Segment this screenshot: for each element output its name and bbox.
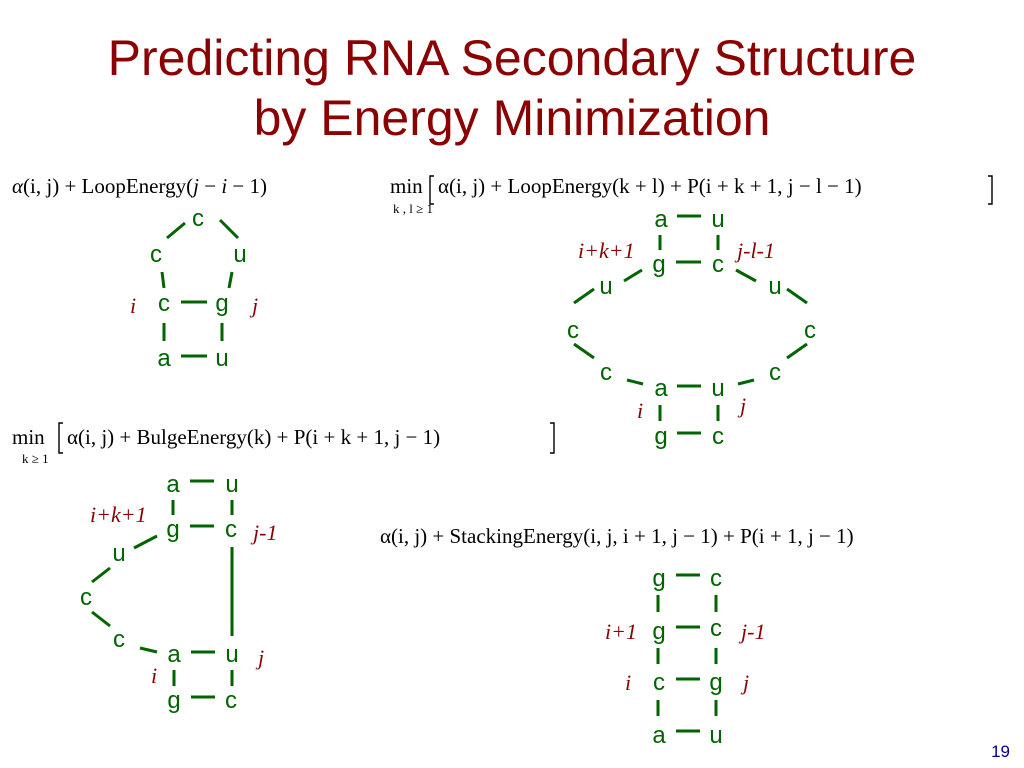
interior-nuc-left-c2: c — [600, 359, 612, 386]
hairpin-backbone-top-right — [220, 220, 238, 238]
interior-nuc-left-c1: c — [567, 317, 579, 344]
interior-nuc-left-u: u — [599, 273, 613, 300]
hairpin-nuc-left-c: c — [150, 241, 162, 268]
hairpin-label-i: i — [129, 293, 137, 318]
bulge-nuc-loop-c1: c — [80, 584, 92, 611]
formula-hairpin-tail: − 1) — [227, 174, 267, 198]
hairpin-backbone-right — [229, 272, 232, 288]
formula-bulge-body: α(i, j) + BulgeEnergy(k) + P(i + k + 1, j − 1) — [67, 425, 441, 449]
bulge-loop-lower — [92, 612, 110, 626]
stacking-nuc-top-g: g — [652, 565, 666, 592]
bulge-backbone-c-a — [140, 648, 157, 652]
hairpin-nuc-i-c: c — [158, 290, 170, 317]
interior-nuc-top-u: u — [711, 206, 725, 233]
stacking-nuc-bottom-a: a — [652, 722, 666, 749]
formula-interior-min: min — [390, 174, 423, 198]
stacking-label-i: i — [624, 670, 632, 695]
interior-structure — [567, 206, 816, 450]
interior-loop-left-upper — [574, 289, 594, 303]
interior-nuc-right-c1: c — [804, 317, 816, 344]
hairpin-backbone-left — [162, 272, 164, 288]
interior-nuc-top-a: a — [654, 206, 668, 233]
interior-backbone-c-a — [627, 380, 643, 384]
interior-label-j: j — [739, 393, 747, 418]
interior-backbone-u-c — [738, 380, 754, 384]
bulge-label-j1: j-1 — [253, 520, 278, 545]
bulge-nuc-c: c — [225, 516, 237, 543]
bulge-nuc-bottom-c: c — [225, 687, 237, 714]
bulge-nuc-loop-u: u — [112, 540, 126, 567]
hairpin-nuc-bottom-u: u — [215, 345, 229, 372]
hairpin-structure — [130, 205, 258, 372]
interior-nuc-inner-c: c — [712, 251, 724, 278]
interior-backbone-g-u — [624, 270, 642, 281]
interior-label-i: i — [636, 398, 644, 423]
formula-hairpin-j: j — [193, 174, 199, 198]
bulge-nuc-bottom-g: g — [167, 687, 181, 714]
formula-hairpin-i: i — [221, 174, 228, 198]
interior-nuc-i-a: a — [654, 375, 668, 402]
interior-label-ik1: i+k+1 — [578, 238, 635, 263]
formula-hairpin-minus: − — [198, 174, 222, 198]
bulge-backbone-g-u — [134, 536, 157, 548]
stacking-structure — [605, 565, 765, 749]
title-line-1: Predicting RNA Secondary Structure — [107, 30, 917, 86]
stacking-nuc-bottom-u: u — [709, 722, 723, 749]
stacking-nuc-i-c: c — [653, 669, 665, 696]
interior-nuc-j-u: u — [711, 375, 725, 402]
title-line-2: by Energy Minimization — [253, 90, 771, 146]
bulge-nuc-g: g — [166, 516, 180, 543]
hairpin-nuc-top-c: c — [192, 205, 204, 232]
hairpin-nuc-j-g: g — [215, 290, 229, 317]
interior-label-jl1: j-l-1 — [737, 238, 775, 263]
bulge-label-i: i — [150, 663, 158, 688]
interior-nuc-bottom-g: g — [654, 423, 668, 450]
formula-interior-left-bracket — [430, 176, 434, 204]
bulge-loop-upper — [92, 568, 110, 582]
bulge-structure — [80, 471, 277, 714]
formula-hairpin-alpha: α — [12, 174, 24, 198]
stacking-label-j1: j-1 — [741, 619, 766, 644]
interior-loop-left-lower — [574, 344, 594, 358]
page-number: 19 — [991, 742, 1010, 761]
interior-nuc-right-u: u — [768, 273, 782, 300]
formula-hairpin — [12, 174, 267, 198]
bulge-nuc-i-a: a — [167, 641, 181, 668]
stacking-nuc-j1-c: c — [710, 615, 722, 642]
hairpin-nuc-right-u: u — [233, 241, 247, 268]
formula-hairpin-loopenergy: + LoopEnergy( — [59, 174, 194, 198]
bulge-label-ik1: i+k+1 — [90, 502, 147, 527]
bulge-label-j: j — [257, 645, 265, 670]
formula-bulge-min: min — [12, 425, 45, 449]
bulge-nuc-top-u: u — [225, 471, 239, 498]
bulge-nuc-j-u: u — [225, 641, 239, 668]
interior-nuc-right-c2: c — [769, 359, 781, 386]
stacking-label-j: j — [742, 670, 750, 695]
formula-stacking: α(i, j) + StackingEnergy(i, j, i + 1, j − 1) + P(i + 1, j − 1) — [380, 524, 854, 548]
formula-bulge-right-bracket — [550, 423, 554, 453]
stacking-nuc-j-g: g — [709, 669, 723, 696]
hairpin-backbone-top-left — [167, 223, 185, 238]
stacking-nuc-top-c: c — [710, 565, 722, 592]
stacking-label-i1: i+1 — [605, 619, 637, 644]
formula-bulge-min-subscript: k ≥ 1 — [22, 451, 49, 466]
interior-nuc-inner-g: g — [652, 251, 666, 278]
interior-loop-right-lower — [787, 344, 807, 358]
formula-bulge-left-bracket — [59, 423, 63, 453]
formula-interior-right-bracket — [988, 176, 992, 204]
formula-interior-min-subscript: k , l ≥ 1 — [393, 201, 433, 216]
interior-loop-right-upper — [787, 289, 807, 303]
hairpin-nuc-bottom-a: a — [157, 345, 171, 372]
formula-hairpin-args: (i, j) — [23, 174, 60, 198]
bulge-nuc-top-a: a — [166, 471, 180, 498]
hairpin-label-j: j — [251, 293, 259, 318]
stacking-nuc-i1-g: g — [652, 618, 666, 645]
formula-interior-body: α(i, j) + LoopEnergy(k + l) + P(i + k + 1, j − l − 1) — [438, 174, 862, 198]
bulge-nuc-loop-c2: c — [113, 626, 125, 653]
interior-nuc-bottom-c: c — [712, 423, 724, 450]
interior-backbone-c-u — [736, 270, 756, 281]
